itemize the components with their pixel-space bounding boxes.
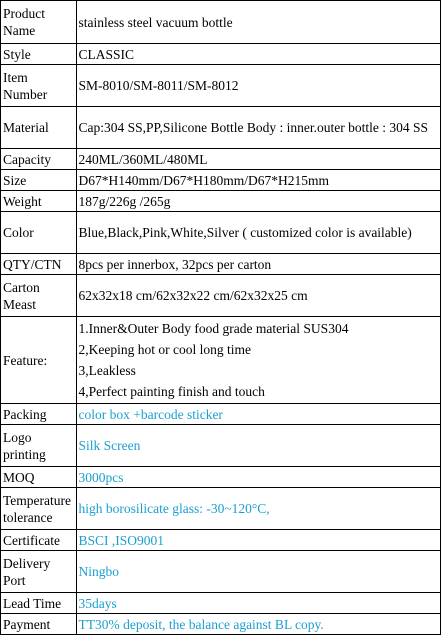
row-label: MOQ — [1, 467, 77, 488]
table-row — [1, 530, 441, 551]
row-label: Weight — [1, 191, 77, 212]
row-label: Lead Time — [1, 593, 77, 614]
row-value: 3000pcs — [76, 467, 441, 488]
table-row — [1, 191, 441, 212]
row-value: BSCI ,ISO9001 — [76, 530, 441, 551]
row-label: Payment — [1, 614, 77, 635]
row-label: Product Name — [1, 1, 77, 44]
table-row — [1, 467, 441, 488]
row-value: 35days — [76, 593, 441, 614]
table-row — [1, 1, 441, 44]
row-value: Blue,Black,Pink,White,Silver ( customized color is available) — [76, 212, 441, 254]
row-label: Packing — [1, 404, 77, 425]
feature-item: 4,Perfect painting finish and touch — [78, 384, 265, 399]
table-row — [1, 107, 441, 149]
row-label: Item Number — [1, 65, 77, 107]
row-value: high borosilicate glass: -30~120°C, — [76, 488, 441, 530]
row-label: Color — [1, 212, 77, 254]
row-value: 187g/226g /265g — [76, 191, 441, 212]
row-value: SM-8010/SM-8011/SM-8012 — [76, 65, 441, 107]
row-value: 62x32x18 cm/62x32x22 cm/62x32x25 cm — [76, 275, 441, 317]
row-value: stainless steel vacuum bottle — [76, 1, 441, 44]
table-row — [1, 425, 441, 467]
table-row — [1, 254, 441, 275]
row-label: Material — [1, 107, 77, 149]
table-row — [1, 65, 441, 107]
row-value: D67*H140mm/D67*H180mm/D67*H215mm — [76, 170, 441, 191]
table-row — [1, 212, 441, 254]
row-value: TT30% deposit, the balance against BL copy. — [76, 614, 441, 635]
row-label: Size — [1, 170, 77, 191]
row-value: color box +barcode sticker — [76, 404, 441, 425]
table-row — [1, 551, 441, 593]
row-value: 8pcs per innerbox, 32pcs per carton — [76, 254, 441, 275]
row-label: Feature: — [1, 317, 77, 404]
row-label: Capacity — [1, 149, 77, 170]
row-label: Delivery Port — [1, 551, 77, 593]
table-row — [1, 593, 441, 614]
table-row — [1, 275, 441, 317]
feature-item: 3,Leakless — [78, 363, 136, 378]
table-row — [1, 404, 441, 425]
feature-list — [76, 317, 441, 404]
feature-item: 1.Inner&Outer Body food grade material SUS304 — [78, 321, 349, 336]
row-label: Logo printing — [1, 425, 77, 467]
table-row — [1, 170, 441, 191]
row-value: Ningbo — [76, 551, 441, 593]
table-row — [1, 614, 441, 635]
row-value: Cap:304 SS,PP,Silicone Bottle Body : inner.outer bottle : 304 SS — [76, 107, 441, 149]
feature-item: 2,Keeping hot or cool long time — [78, 342, 251, 357]
row-value: 240ML/360ML/480ML — [76, 149, 441, 170]
row-value: CLASSIC — [76, 44, 441, 65]
table-row — [1, 44, 441, 65]
row-label: QTY/CTN — [1, 254, 77, 275]
row-label: Carton Meast — [1, 275, 77, 317]
row-value: Silk Screen — [76, 425, 441, 467]
row-label: Certificate — [1, 530, 77, 551]
row-label: Style — [1, 44, 77, 65]
row-label: Temperature tolerance — [1, 488, 77, 530]
table-row — [1, 149, 441, 170]
table-row — [1, 317, 441, 404]
table-row — [1, 488, 441, 530]
